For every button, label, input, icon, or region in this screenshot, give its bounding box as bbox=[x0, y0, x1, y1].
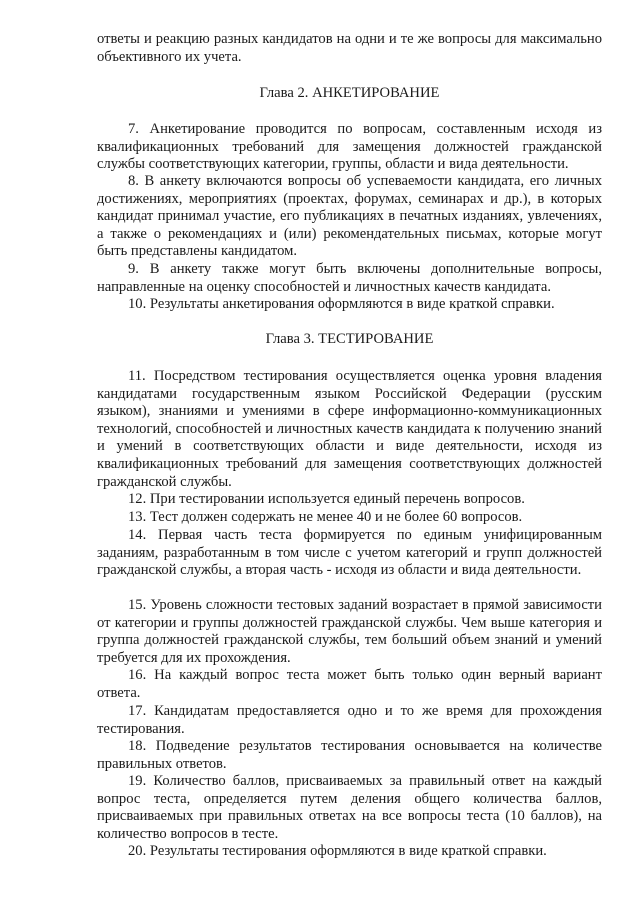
chapter-3-title: Глава 3. ТЕСТИРОВАНИЕ bbox=[265, 331, 434, 347]
paragraph-7: 7. Анкетирование проводится по вопросам, составленным исходя из квалификационных требований для замещения должностей гражданской службы соответствующих категории, группы, области и вида деятельности. bbox=[97, 121, 602, 173]
paragraph-19: 19. Количество баллов, присваиваемых за правильный ответ на каждый вопрос теста, определяется путем деления общего количества баллов, присваиваемых при правильных ответах на все вопросы теста (10 баллов), на количество вопросов в тесте. bbox=[97, 773, 602, 842]
paragraph-13: 13. Тест должен содержать не менее 40 и не более 60 вопросов. bbox=[128, 509, 523, 525]
chapter-2-title: Глава 2. АНКЕТИРОВАНИЕ bbox=[259, 85, 440, 101]
paragraph-12: 12. При тестировании используется единый перечень вопросов. bbox=[128, 491, 525, 507]
paragraph-14: 14. Первая часть теста формируется по единым унифицированным заданиям, разработанным в том числе с учетом категорий и групп должностей гражданской службы, а вторая часть - исходя из области и вида деятельности. bbox=[97, 527, 602, 579]
intro-paragraph: ответы и реакцию разных кандидатов на одни и те же вопросы для максимально объективного их учета. bbox=[97, 31, 602, 65]
paragraph-20: 20. Результаты тестирования оформляются в виде краткой справки. bbox=[128, 843, 547, 859]
paragraph-15: 15. Уровень сложности тестовых заданий возрастает в прямой зависимости от категории и группы должностей гражданской службы. Чем выше категория и группа должностей гражданской службы, тем больший объем знаний и умений требуется для их прохождения. bbox=[97, 597, 602, 666]
paragraph-11: 11. Посредством тестирования осуществляется оценка уровня владения кандидатами государственным языком Российской Федерации (русским языком), знаниями и умениями в сфере информационно-коммуникационных технологий, способностей и личностных качеств кандидата к получению знаний и умений в соответствующих области и виде деятельности, исходя из квалификационных требований для замещения соответствующих должностей гражданской службы. bbox=[97, 368, 602, 490]
paragraph-18: 18. Подведение результатов тестирования основывается на количестве правильных ответов. bbox=[97, 738, 602, 772]
paragraph-9: 9. В анкету также могут быть включены дополнительные вопросы, направленные на оценку способностей и личностных качеств кандидата. bbox=[97, 261, 602, 295]
paragraph-8: 8. В анкету включаются вопросы об успеваемости кандидата, его личных достижениях, мероприятиях (проектах, форумах, семинарах и др.), в которых кандидат принимал участие, его публикациях в печатных изданиях, увлечениях, а также о рекомендациях и (или) рекомендательных письмах, которые могут быть представлены кандидатом. bbox=[97, 173, 602, 260]
paragraph-17: 17. Кандидатам предоставляется одно и то же время для прохождения тестирования. bbox=[97, 703, 602, 737]
paragraph-16: 16. На каждый вопрос теста может быть только один верный вариант ответа. bbox=[97, 667, 602, 701]
paragraph-10: 10. Результаты анкетирования оформляются в виде краткой справки. bbox=[128, 296, 555, 312]
